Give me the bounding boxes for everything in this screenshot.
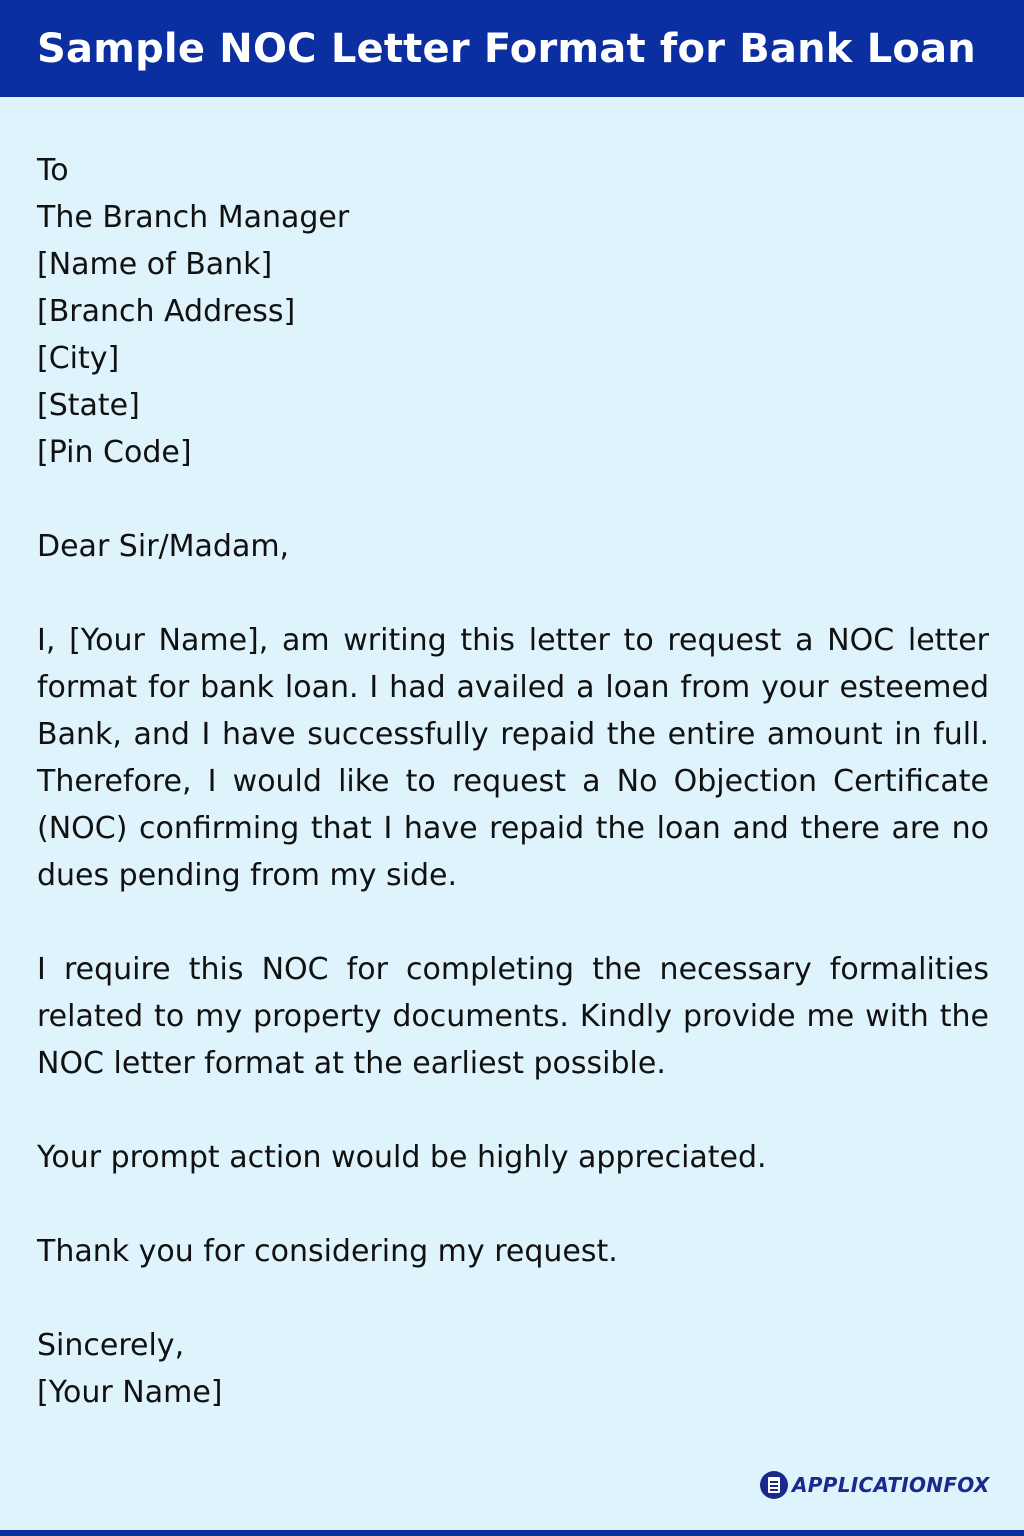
applicationfox-logo xyxy=(760,1470,990,1500)
body-paragraph-1: I, [Your Name], am writing this letter to request a NOC letter format for bank loan. I had availed a loan from your esteemed Bank, and I have successfully repaid the entire amount in full. Therefore, I would like to request a No Objection Certificate (NOC) confirming that I have repaid the loan and there are no dues pending from my side. xyxy=(37,623,989,893)
address-line: [Name of Bank] xyxy=(37,247,273,282)
document-icon xyxy=(760,1471,788,1499)
header-banner xyxy=(0,0,1024,97)
body-paragraph-2: I require this NOC for completing the necessary formalities related to my property documents. Kindly provide me with the NOC letter format at the earliest possible. xyxy=(37,952,989,1081)
address-line: [Pin Code] xyxy=(37,435,192,470)
letter-body xyxy=(37,147,989,1416)
address-line: The Branch Manager xyxy=(37,200,350,235)
closing: Sincerely, xyxy=(37,1328,185,1363)
body-paragraph-4: Thank you for considering my request. xyxy=(37,1234,618,1269)
address-line: [Branch Address] xyxy=(37,294,296,329)
page-title: Sample NOC Letter Format for Bank Loan xyxy=(37,25,976,72)
logo-text: APPLICATIONFOX xyxy=(792,1473,990,1497)
bottom-bar xyxy=(0,1530,1024,1536)
address-line: [State] xyxy=(37,388,140,423)
recipient-address xyxy=(37,147,989,476)
address-line: To xyxy=(37,153,69,188)
address-line: [City] xyxy=(37,341,120,376)
body-paragraph-3: Your prompt action would be highly appreciated. xyxy=(37,1140,767,1175)
signature: [Your Name] xyxy=(37,1375,223,1410)
salutation: Dear Sir/Madam, xyxy=(37,529,290,564)
